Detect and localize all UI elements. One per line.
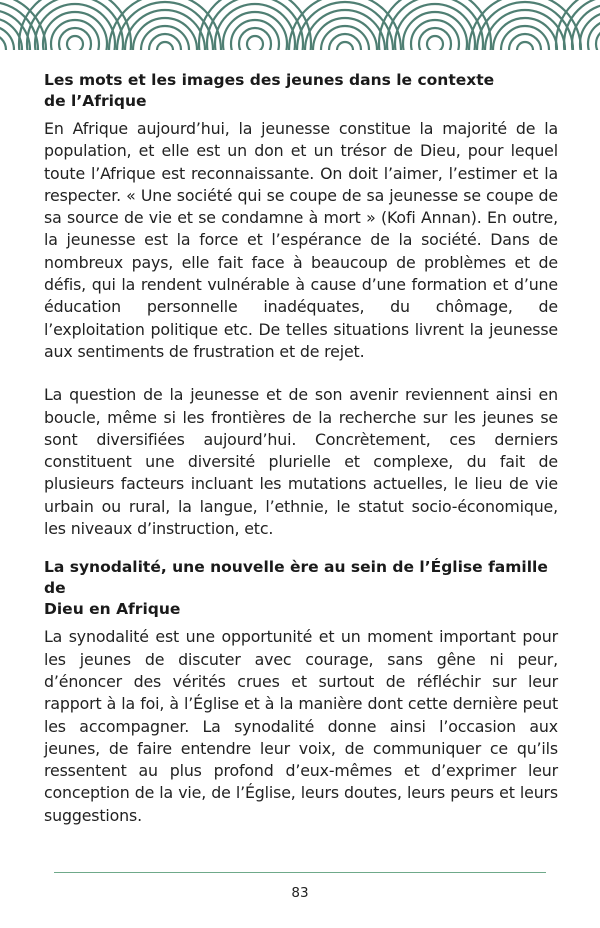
section-heading-synodality <box>44 557 558 620</box>
swirl-ring <box>596 28 600 52</box>
swirl-ring <box>247 36 263 52</box>
header-swirl-ornament <box>0 0 600 52</box>
heading-line: de l’Afrique <box>44 92 147 110</box>
swirl-ring <box>517 42 533 52</box>
swirl-ring <box>305 10 385 52</box>
heading-line: Dieu en Afrique <box>44 600 181 619</box>
swirl-ring <box>403 12 467 52</box>
swirl-ring <box>125 10 205 52</box>
swirl-ring <box>67 36 83 52</box>
swirl-ring <box>59 28 91 52</box>
page-number: 83 <box>291 885 309 901</box>
swirl-ring <box>485 10 565 52</box>
section-heading-youth-africa <box>44 70 558 112</box>
paragraph: La question de la jeunesse et de son avenir reviennent ainsi en boucle, même si les frontières de la recherche sur les jeunes se sont diversifiées aujourd’hui. Concrètement, ces derniers constituent une diversité plurielle et complexe, du fait de plusieurs facteurs incluant les mutations actuelles, le lieu de vie urbain ou rural, la langue, l’ethnie, le statut socio-économique, les niveaux d’instruction, etc. <box>44 385 558 539</box>
swirl-ring <box>419 28 451 52</box>
heading-line: La synodalité, une nouvelle ère au sein de l’Église famille de <box>44 558 548 598</box>
swirl-ring <box>43 12 107 52</box>
swirl-ring <box>337 42 353 52</box>
heading-line: Les mots et les images des jeunes dans le contexte <box>44 71 495 89</box>
paragraph: La synodalité est une opportunité et un moment important pour les jeunes de discuter avec courage, sans gêne ni peur, d’énoncer des vérités crues et surtout de réfléchir sur leur rapport à la foi, à l’Église et à la manière dont cette dernière peut les accompagner. La synodalité donne ainsi l’occasion aux jeunes, de faire entendre leur voix, de communiquer ce qu’ils ressentent au plus profond d’eux-mêmes et d’exprimer leur conception de la vie, de l’Église, leurs doutes, leurs peurs et leurs suggestions. <box>44 627 558 825</box>
swirl-ring <box>0 34 6 52</box>
page-content <box>44 70 558 827</box>
footer-divider <box>54 872 546 873</box>
swirl-ring <box>239 28 271 52</box>
paragraph: En Afrique aujourd’hui, la jeunesse constitue la majorité de la population, et elle est un don et un trésor de Dieu, pour lequel toute l’Afrique est reconnaissante. On doit l’aimer, l’estimer et la respecter. « Une société qui se coupe de sa jeunesse se coupe de sa source de vie et se condamne à mort » (Kofi Annan). En outre, la jeunesse est la force et l’espérance de la société. Dans de nombreux pays, elle fait face à beaucoup de problèmes et de défis, qui la rendent vulnérable à cause d’une formation et d’une éducation personnelle inadéquates, du chômage, de l’exploitation politique etc. De telles situations livrent la jeunesse aux sentiments de frustration et de rejet. <box>44 119 558 361</box>
swirl-ring <box>427 36 443 52</box>
swirl-ring <box>157 42 173 52</box>
swirl-ring <box>223 12 287 52</box>
